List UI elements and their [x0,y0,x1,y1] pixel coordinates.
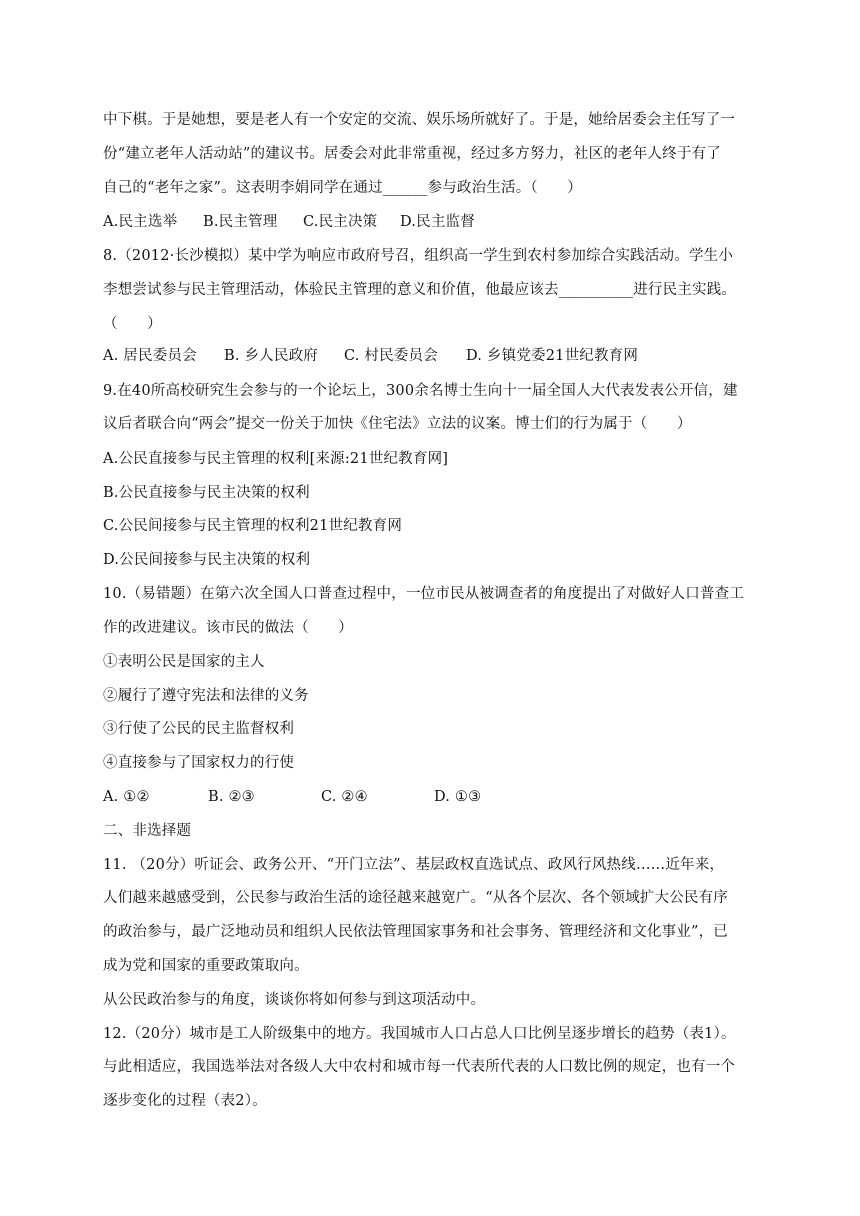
q7-text-line-3: 自己的“老年之家”。这表明李娟同学在通过______参与政治生活。（ ） [103,180,582,196]
q8-text-line-1: 8.（2012·长沙模拟）某中学为响应市政府号召，组织高一学生到农村参加综合实践活动。学生小 [103,248,734,264]
q10-text-line-2: 作的改进建议。该市民的做法（ ） [103,620,353,636]
q8-option-b[interactable]: B. 乡人民政府 [224,348,318,364]
q9-option-d[interactable]: D.公民间接参与民主决策的权利 [103,552,311,568]
q8-text-line-3: （ ） [103,316,162,332]
q9-option-c[interactable]: C.公民间接参与民主管理的权利21世纪教育网 [103,518,403,534]
q8-option-c[interactable]: C. 村民委员会 [344,348,438,364]
q10-text-line-1: 10.（易错题）在第六次全国人口普查过程中，一位市民从被调查者的角度提出了对做好人口普查工 [103,586,745,602]
q11-text-line-4: 成为党和国家的重要政策取向。 [103,958,309,974]
section-heading: 二、非选择题 [103,823,192,839]
q7-text-line-1: 中下棋。于是她想，要是老人有一个安定的交流、娱乐场所就好了。于是，她给居委会主任写了一 [103,112,736,128]
q11-text-line-3: 的政治参与，最广泛地动员和组织人民依法管理国家事务和社会事务、管理经济和文化事业”，已 [103,924,729,940]
q7-option-c[interactable]: C.民主决策 [303,214,378,230]
q9-option-b[interactable]: B.公民直接参与民主决策的权利 [103,485,310,501]
q10-statement-1: ①表明公民是国家的主人 [103,654,265,670]
q10-options [103,787,481,807]
q7-option-b[interactable]: B.民主管理 [203,214,278,230]
q9-option-a[interactable]: A.公民直接参与民主管理的权利[来源:21世纪教育网] [103,451,449,467]
q7-options [103,212,475,232]
q11-prompt: 从公民政治参与的角度，谈谈你将如何参与到这项活动中。 [103,992,486,1008]
q7-option-a[interactable]: A.民主选举 [103,214,178,230]
q10-statement-2: ②履行了遵守宪法和法律的义务 [103,688,309,704]
q10-option-d[interactable]: D. ①③ [434,789,482,805]
q8-option-a[interactable]: A. 居民委员会 [103,348,197,364]
q7-text-line-2: 份“建立老年人活动站”的建议书。居委会对此非常重视，经过多方努力，社区的老年人终于有了 [103,146,721,162]
q11-text-line-1: 11. （20分）听证会、政务公开、“开门立法”、基层政权直选试点、政风行风热线……近年来， [103,857,725,873]
q10-statement-4: ④直接参与了国家权力的行使 [103,755,295,771]
q10-option-b[interactable]: B. ②③ [208,789,255,805]
q9-text-line-2: 议后者联合向“两会”提交一份关于加快《住宅法》立法的议案。博士们的行为属于（ ） [103,416,692,432]
q8-text-line-2: 李想尝试参与民主管理活动，体验民主管理的意义和价值，他最应该去__________进行民主实践。 [103,282,737,298]
q7-option-d[interactable]: D.民主监督 [400,214,475,230]
q11-text-line-2: 人们越来越感受到，公民参与政治生活的途径越来越宽广。“从各个层次、各个领域扩大公民有序 [103,890,729,906]
q9-text-line-1: 9.在40所高校研究生会参与的一个论坛上，300余名博士生向十一届全国人大代表发表公开信，建 [103,383,738,399]
q8-options [103,346,638,366]
q10-statement-3: ③行使了公民的民主监督权利 [103,721,295,737]
q10-option-a[interactable]: A. ①② [103,789,150,805]
q8-option-d[interactable]: D. 乡镇党委21世纪教育网 [466,348,639,364]
q10-option-c[interactable]: C. ②④ [321,789,368,805]
q12-text-line-1: 12.（20分）城市是工人阶级集中的地方。我国城市人口占总人口比例呈逐步增长的趋势（表1）。 [103,1026,736,1042]
q12-text-line-3: 逐步变化的过程（表2）。 [103,1093,267,1109]
q12-text-line-2: 与此相适应，我国选举法对各级人大中农村和城市每一代表所代表的人口数比例的规定，也有一个 [103,1059,736,1075]
